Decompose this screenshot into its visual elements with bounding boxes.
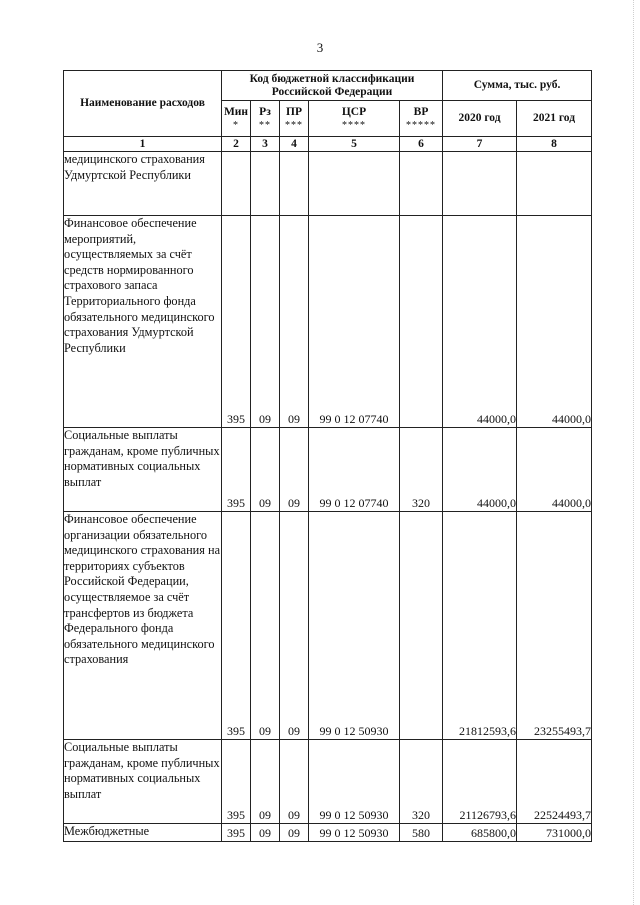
column-number: 7: [443, 137, 517, 152]
header-pr: [280, 101, 309, 137]
header-rz-mark: **: [259, 119, 271, 131]
header-vr: [400, 101, 443, 137]
amount-2020: 685800,0: [443, 824, 517, 842]
amount-2021: [517, 152, 592, 216]
csr-code: 99 0 12 07740: [309, 216, 400, 428]
expense-name: Социальные выплаты гражданам, кроме публичных нормативных социальных выплат: [64, 740, 222, 824]
header-rz-label: Рз: [259, 105, 271, 118]
amount-2020: [443, 152, 517, 216]
csr-code: 99 0 12 50930: [309, 740, 400, 824]
header-min: [222, 101, 251, 137]
header-year-2021: 2021 год: [517, 101, 592, 137]
table-row: [64, 824, 592, 842]
header-vr-mark: *****: [406, 119, 436, 131]
amount-2020: 21126793,6: [443, 740, 517, 824]
column-number-row: [64, 137, 592, 152]
amount-2021: 22524493,7: [517, 740, 592, 824]
amount-2021: 23255493,7: [517, 512, 592, 740]
csr-code: 99 0 12 50930: [309, 824, 400, 842]
pr-code: 09: [280, 512, 309, 740]
amount-2020: 44000,0: [443, 428, 517, 512]
csr-code: 99 0 12 50930: [309, 512, 400, 740]
pr-code: 09: [280, 428, 309, 512]
vr-code: 320: [400, 428, 443, 512]
header-rz: [251, 101, 280, 137]
expense-name: Социальные выплаты гражданам, кроме публичных нормативных социальных выплат: [64, 428, 222, 512]
vr-code: [400, 512, 443, 740]
csr-code: [309, 152, 400, 216]
header-csr-mark: ****: [342, 119, 366, 131]
header-csr: [309, 101, 400, 137]
amount-2020: 21812593,6: [443, 512, 517, 740]
header-vr-label: ВР: [413, 105, 429, 118]
table-row: [64, 428, 592, 512]
vr-code: [400, 216, 443, 428]
header-name: Наименование расходов: [64, 71, 222, 137]
amount-2021: 44000,0: [517, 428, 592, 512]
header-year-2020: 2020 год: [443, 101, 517, 137]
header-sum-group: Сумма, тыс. руб.: [443, 71, 592, 101]
amount-2020: 44000,0: [443, 216, 517, 428]
table-row: [64, 152, 592, 216]
column-number: 3: [251, 137, 280, 152]
rz-code: 09: [251, 512, 280, 740]
rz-code: [251, 152, 280, 216]
csr-code: 99 0 12 07740: [309, 428, 400, 512]
column-number: 8: [517, 137, 592, 152]
table-row: [64, 512, 592, 740]
min-code: 395: [222, 428, 251, 512]
min-code: [222, 152, 251, 216]
page-edge-divider: [632, 0, 634, 905]
min-code: 395: [222, 512, 251, 740]
min-code: 395: [222, 824, 251, 842]
amount-2021: 44000,0: [517, 216, 592, 428]
table-row: [64, 216, 592, 428]
column-number: 5: [309, 137, 400, 152]
amount-2021: 731000,0: [517, 824, 592, 842]
header-csr-label: ЦСР: [341, 105, 367, 118]
rz-code: 09: [251, 824, 280, 842]
column-number: 4: [280, 137, 309, 152]
pr-code: 09: [280, 216, 309, 428]
vr-code: 580: [400, 824, 443, 842]
expense-name: Межбюджетные: [64, 824, 222, 842]
min-code: 395: [222, 740, 251, 824]
rz-code: 09: [251, 740, 280, 824]
page-number: 3: [316, 40, 324, 55]
header-pr-mark: ***: [285, 119, 303, 131]
rz-code: 09: [251, 216, 280, 428]
min-code: 395: [222, 216, 251, 428]
expense-name: медицинского страхования Удмуртской Республики: [64, 152, 222, 216]
vr-code: [400, 152, 443, 216]
vr-code: 320: [400, 740, 443, 824]
header-min-label: Мин: [223, 105, 249, 118]
header-code-group: Код бюджетной классификации Российской Федерации: [222, 71, 443, 101]
budget-table: [63, 70, 592, 842]
pr-code: 09: [280, 740, 309, 824]
column-number: 6: [400, 137, 443, 152]
column-number: 1: [64, 137, 222, 152]
header-pr-label: ПР: [286, 105, 302, 118]
pr-code: 09: [280, 824, 309, 842]
column-number: 2: [222, 137, 251, 152]
header-min-mark: *: [233, 119, 239, 131]
expense-name: Финансовое обеспечение мероприятий, осуществляемых за счёт средств нормированного страхового запаса Территориального фонда обязательного медицинского страхования Удмуртской Республики: [64, 216, 222, 428]
table-row: [64, 740, 592, 824]
pr-code: [280, 152, 309, 216]
rz-code: 09: [251, 428, 280, 512]
expense-name: Финансовое обеспечение организации обязательного медицинского страхования на территориях субъектов Российской Федерации, осуществляемое за счёт трансфертов из бюджета Федерального фонда обязательного медицинского страхования: [64, 512, 222, 740]
